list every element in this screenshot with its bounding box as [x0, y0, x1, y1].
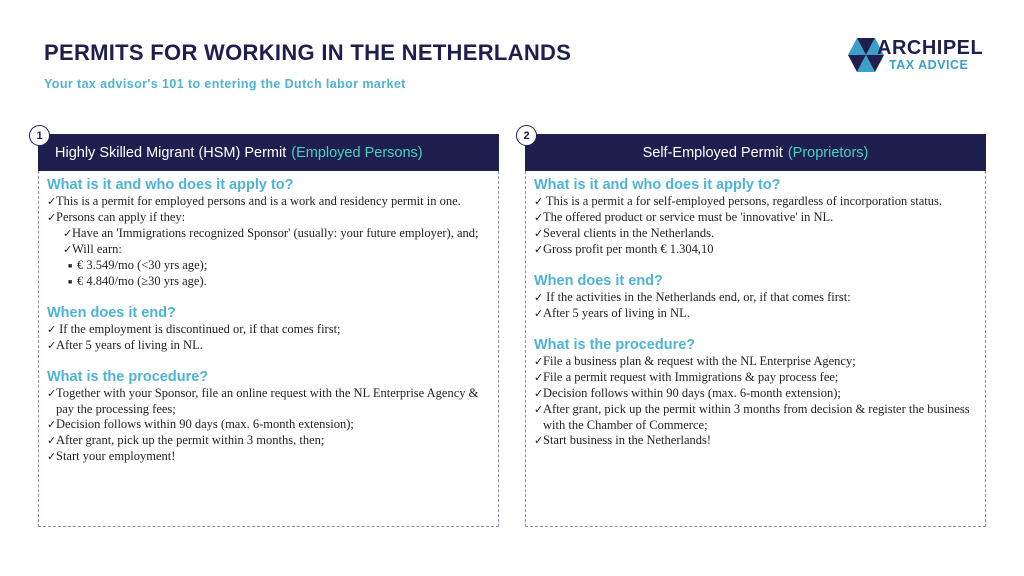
panel-section	[534, 336, 978, 449]
logo-tagline: TAX ADVICE	[889, 58, 969, 72]
list-item-text: If the activities in the Netherlands end, or, if that comes first:	[543, 290, 851, 304]
panel-heading: Self-Employed Permit	[642, 144, 783, 161]
list-item	[534, 354, 978, 370]
list-item	[47, 449, 491, 465]
panel-body	[38, 171, 499, 527]
list-item	[63, 226, 491, 242]
list-item	[47, 386, 491, 417]
list-item	[47, 433, 491, 449]
list-item-text: This is a permit a for self-employed persons, regardless of incorporation status.	[543, 194, 942, 208]
list-item	[68, 274, 491, 290]
bullet-list	[47, 322, 491, 354]
list-item	[534, 306, 978, 322]
list-item-text: File a business plan & request with the NL Enterprise Agency;	[543, 354, 856, 368]
list-item	[534, 370, 978, 386]
checkmark-icon: ✓	[534, 292, 544, 304]
panel-heading-accent: (Proprietors)	[787, 144, 869, 161]
checkmark-icon: ✓	[534, 404, 544, 416]
list-item	[534, 402, 978, 433]
section-title: When does it end?	[534, 273, 663, 289]
section-title: What is it and who does it apply to?	[47, 177, 294, 193]
list-item-text: If the employment is discontinued or, if that comes first;	[56, 322, 341, 336]
list-item	[47, 338, 491, 354]
company-logo	[846, 36, 996, 78]
panel-heading-accent: (Employed Persons)	[291, 144, 423, 161]
list-item-text: Several clients in the Netherlands.	[543, 226, 715, 240]
list-item-text: After 5 years of living in NL.	[56, 338, 203, 352]
panel-section	[534, 272, 978, 322]
list-item-text: Will earn:	[72, 242, 122, 256]
list-item-text: Start business in the Netherlands!	[543, 433, 712, 447]
checkmark-icon: ✓	[534, 196, 544, 208]
checkmark-icon: ✓	[47, 419, 57, 431]
section-title: What is it and who does it apply to?	[534, 177, 781, 193]
panel-body	[525, 171, 986, 527]
checkmark-icon: ✓	[47, 196, 57, 208]
list-item-text: File a permit request with Immigrations & pay process fee;	[543, 370, 839, 384]
list-item-text: After grant, pick up the permit within 3 months from decision & register the business with the Chamber of Commerce;	[543, 402, 970, 432]
checkmark-icon: ✓	[534, 244, 544, 256]
list-item-text: Persons can apply if they:	[56, 210, 186, 224]
panel-section	[534, 176, 978, 258]
list-item	[63, 242, 491, 258]
list-item	[47, 322, 491, 338]
list-item-text: Decision follows within 90 days (max. 6-month extension);	[56, 417, 354, 431]
checkmark-icon: ✓	[47, 340, 57, 352]
page-title: PERMITS FOR WORKING IN THE NETHERLANDS	[44, 40, 572, 65]
square-bullet-icon: ■	[68, 278, 73, 286]
logo-name: ARCHIPEL	[877, 37, 984, 59]
list-item-text: After grant, pick up the permit within 3 months, then;	[56, 433, 325, 447]
checkmark-icon: ✓	[47, 451, 57, 463]
bullet-list	[47, 194, 491, 290]
list-item	[47, 417, 491, 433]
list-item-text: Decision follows within 90 days (max. 6-month extension);	[543, 386, 841, 400]
list-item-text: Together with your Sponsor, file an online request with the NL Enterprise Agency & pay the processing fees;	[56, 386, 479, 416]
list-item-text: Gross profit per month € 1.304,10	[543, 242, 714, 256]
checkmark-icon: ✓	[63, 228, 73, 240]
checkmark-icon: ✓	[534, 308, 544, 320]
list-item-text: This is a permit for employed persons and is a work and residency permit in one.	[56, 194, 461, 208]
panel-number-badge: 1	[29, 125, 50, 146]
panel-section	[47, 368, 491, 465]
square-bullet-icon: ■	[68, 262, 73, 270]
list-item-text: After 5 years of living in NL.	[543, 306, 690, 320]
list-item	[68, 258, 491, 274]
checkmark-icon: ✓	[47, 324, 57, 336]
panel-header	[38, 134, 499, 171]
list-item	[47, 210, 491, 226]
list-item-text: The offered product or service must be 'innovative' in NL.	[543, 210, 834, 224]
section-title: What is the procedure?	[47, 369, 209, 385]
list-item-text: € 3.549/mo (<30 yrs age);	[77, 258, 208, 272]
list-item-text: € 4.840/mo (≥30 yrs age).	[77, 274, 207, 288]
list-item	[534, 194, 978, 210]
section-title: When does it end?	[47, 305, 176, 321]
checkmark-icon: ✓	[534, 435, 544, 447]
section-title: What is the procedure?	[534, 337, 696, 353]
checkmark-icon: ✓	[63, 244, 73, 256]
panel-heading: Highly Skilled Migrant (HSM) Permit	[55, 144, 287, 161]
checkmark-icon: ✓	[47, 212, 57, 224]
panel-number-badge: 2	[516, 125, 537, 146]
checkmark-icon: ✓	[534, 228, 544, 240]
bullet-list	[534, 194, 978, 258]
list-item	[534, 290, 978, 306]
list-item-text: Start your employment!	[56, 449, 176, 463]
checkmark-icon: ✓	[47, 388, 57, 400]
bullet-list	[47, 386, 491, 465]
checkmark-icon: ✓	[534, 212, 544, 224]
bullet-list	[534, 354, 978, 449]
list-item-text: Have an 'Immigrations recognized Sponsor' (usually: your future employer), and;	[72, 226, 479, 240]
panel-header	[525, 134, 986, 171]
bullet-list	[534, 290, 978, 322]
checkmark-icon: ✓	[534, 372, 544, 384]
self-employed-permit-panel	[523, 129, 986, 527]
hsm-permit-panel	[36, 129, 499, 527]
panel-section	[47, 176, 491, 290]
panel-section	[47, 304, 491, 354]
list-item	[534, 226, 978, 242]
list-item	[534, 386, 978, 402]
checkmark-icon: ✓	[534, 356, 544, 368]
checkmark-icon: ✓	[47, 435, 57, 447]
page-subtitle: Your tax advisor's 101 to entering the Dutch labor market	[44, 77, 406, 91]
checkmark-icon: ✓	[534, 388, 544, 400]
list-item	[534, 210, 978, 226]
list-item	[534, 242, 978, 258]
list-item	[534, 433, 978, 449]
list-item	[47, 194, 491, 210]
